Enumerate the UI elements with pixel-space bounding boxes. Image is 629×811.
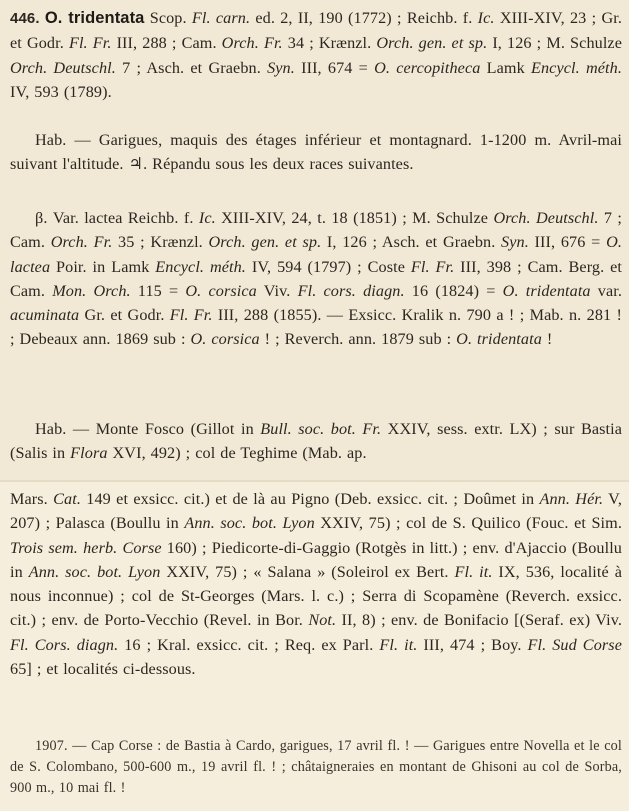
italic-reference: Syn. [501, 233, 529, 252]
text-run: 160) ; Piedicorte-di-Gaggio (Rotgès in litt.) ; env. d'Ajaccio (Boullu in [10, 538, 623, 581]
text-run: XIII-XIV, 23 ; Gr. et Godr. [10, 9, 622, 53]
italic-reference: Fl. Fr. [410, 257, 455, 276]
italic-reference: Encycl. méth. [531, 58, 622, 77]
text-run: XVI, 492) ; col de Teghime (Mab. ap. [107, 444, 367, 463]
italic-reference: Bull. soc. bot. Fr. [260, 420, 382, 438]
text-run: var. [590, 281, 622, 300]
italic-reference: Orch. Fr. [221, 34, 283, 53]
italic-reference: O. cercopitheca [374, 58, 481, 77]
text-run: V, 207) ; Palasca (Boullu in [10, 490, 622, 533]
italic-reference: Syn. [267, 58, 295, 77]
text-run: Hab. — Garigues, maquis des étages inférieur et montagnard. 1-1200 m. Avril-mai suivant l'altitude. ♃. Répandu sous les deux races suivantes. [10, 131, 622, 174]
text-run: 149 et exsicc. cit.) et de là au Pigno (Deb. exsicc. cit. ; Doûmet in [80, 490, 540, 508]
species-synonymy-paragraph [10, 6, 622, 104]
text-run: III, 288 ; Cam. [111, 34, 222, 53]
text-run: I, 126 ; M. Schulze [487, 34, 622, 53]
italic-reference: Fl. Fr. [169, 306, 213, 325]
italic-reference: Flora [70, 444, 108, 463]
text-run: III, 288 (1855). — Exsicc. Kralik n. 790 a ! ; Mab. n. 281 ! ; Debeaux ann. 1869 sub : [10, 306, 622, 349]
text-run: β. Var. lactea Reichb. f. [35, 209, 199, 227]
text-run: III, 674 = [294, 58, 375, 77]
text-run: 7 ; Asch. et Graebn. [115, 58, 268, 77]
variety-synonymy-paragraph [10, 206, 622, 352]
text-run: Lamk [480, 58, 531, 77]
text-run: XXIV, 75) ; col de S. Quilico (Fouc. et Sim. [314, 514, 622, 533]
text-run: 34 ; Krænzl. [282, 34, 377, 53]
collection-note-paragraph [10, 736, 622, 799]
italic-reference: Trois sem. herb. Corse [10, 538, 162, 557]
text-run: 16 ; Kral. exsicc. cit. ; Req. ex Parl. [118, 635, 380, 654]
italic-reference: Fl. carn. [191, 9, 251, 27]
italic-reference: Fl. cors. diagn. [297, 281, 405, 300]
text-run: II, 8) ; env. de Bonifacio [(Seraf. ex) Viv. [336, 611, 622, 630]
text-run: ! ; Reverch. ann. 1879 sub : [259, 330, 457, 349]
italic-reference: Ic. [477, 9, 495, 27]
text-run: Mars. [10, 490, 54, 508]
italic-reference: O. lactea [10, 233, 622, 276]
text-run: 1907. — Cap Corse : de Bastia à Cardo, garigues, 17 avril fl. ! — Garigues entre Novella et le col de S. Colombano, 500-600 m., 19 avril fl. ! ; châtaigneraies en montant de Ghisoni au col de Sorba, 900 m., 10 mai fl. ! [10, 738, 622, 796]
text-run: Hab. — Monte Fosco (Gillot in [35, 420, 261, 438]
italic-reference: Fl. Cors. diagn. [10, 635, 119, 654]
text-run: 115 = [130, 281, 186, 300]
italic-reference: Orch. Deutschl. [493, 209, 599, 227]
italic-reference: Not. [308, 611, 337, 630]
text-run: ! [541, 330, 553, 349]
italic-reference: Orch. gen. et sp. [376, 34, 488, 53]
text-run: Scop. [144, 9, 192, 27]
italic-reference: O. corsica [190, 330, 260, 349]
italic-reference: Orch. Deutschl. [10, 58, 116, 77]
species-habitat-text [10, 131, 622, 173]
italic-reference: Orch. gen. et sp. [208, 233, 322, 252]
italic-reference: Ann. soc. bot. Lyon [28, 562, 161, 581]
text-run: 7 ; Cam. [10, 209, 622, 252]
collection-note-text [10, 738, 622, 796]
italic-reference: Mon. Orch. [52, 281, 131, 300]
text-run: XXIV, sess. extr. LX) ; sur Bastia (Salis in [10, 420, 623, 463]
scan-seam [0, 480, 629, 482]
text-run: 35 ; Krænzl. [112, 233, 209, 252]
text-run: Viv. [256, 281, 298, 300]
text-run: I, 126 ; Asch. et Graebn. [321, 233, 502, 252]
variety-habitat-text [10, 420, 622, 462]
species-number: 446. [10, 10, 40, 27]
variety-synonymy-text [10, 209, 622, 348]
text-run: XIII-XIV, 24, t. 18 (1851) ; M. Schulze [215, 209, 494, 227]
text-run: III, 398 ; Cam. Berg. et Cam. [10, 257, 623, 300]
text-run: Poir. in Lamk [50, 257, 156, 276]
italic-reference: Ic. [198, 209, 216, 227]
italic-reference: Orch. Fr. [50, 233, 113, 252]
text-run: Gr. et Godr. [79, 306, 170, 325]
italic-reference: O. corsica [185, 281, 257, 300]
italic-reference: Encycl. méth. [155, 257, 246, 276]
text-run: IX, 536, localité à nous inconnue) ; col de St-Georges (Mars. l. c.) ; Serra di Scopamène (Reverch. exsicc. cit.) ; env. de Porto-Vecchio (Revel. in Bor. [10, 562, 622, 630]
variety-habitat-continued-paragraph [10, 487, 622, 681]
text-run: 16 (1824) = [404, 281, 503, 300]
text-run: IV, 594 (1797) ; Coste [245, 257, 411, 276]
variety-habitat-continued-text [10, 490, 622, 678]
italic-reference: Fl. it. [454, 562, 493, 581]
text-run: ed. 2, II, 190 (1772) ; Reichb. f. [250, 9, 478, 27]
variety-habitat-paragraph [10, 417, 622, 466]
italic-reference: O. tridentata [502, 281, 591, 300]
italic-reference: Cat. [53, 490, 81, 508]
italic-reference: acuminata [10, 306, 80, 325]
italic-reference: O. tridentata [456, 330, 542, 349]
text-run: IV, 593 (1789). [10, 82, 112, 101]
italic-reference: Ann. soc. bot. Lyon [184, 514, 315, 533]
italic-reference: Fl. Sud Corse [527, 635, 622, 654]
italic-reference: Ann. Hér. [539, 490, 604, 508]
text-run: III, 676 = [528, 233, 607, 252]
text-run: 65] ; et localités ci-dessous. [10, 660, 196, 679]
italic-reference: Fl. it. [379, 635, 418, 654]
italic-reference: Fl. Fr. [68, 34, 112, 53]
species-habitat-paragraph [10, 128, 622, 177]
text-run: III, 474 ; Boy. [417, 635, 528, 654]
text-run: XXIV, 75) ; « Salana » (Soleirol ex Bert. [160, 562, 455, 581]
species-name: O. tridentata [44, 9, 145, 27]
